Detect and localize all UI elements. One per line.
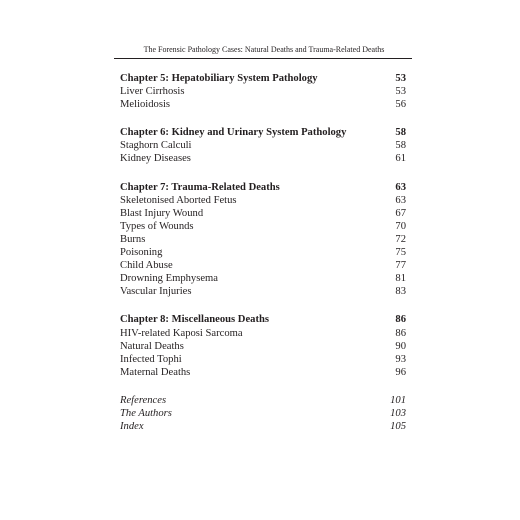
table-of-contents [120,72,406,448]
chapter-title: Chapter 7: Trauma-Related Deaths [120,181,280,193]
toc-entry[interactable] [120,152,406,165]
chapter-title: Chapter 8: Miscellaneous Deaths [120,314,269,326]
toc-entry[interactable] [120,85,406,98]
entry-page-number: 77 [395,260,406,272]
chapter-heading[interactable] [120,126,406,139]
entry-page-number: 63 [395,194,406,206]
entry-page-number: 56 [395,99,406,111]
entry-title: Skeletonised Aborted Fetus [120,194,237,206]
entry-page-number: 72 [395,233,406,245]
entry-title: Maternal Deaths [120,366,191,378]
entry-title: Poisoning [120,247,163,259]
entry-page-number: 103 [390,407,406,419]
chapter-page-number: 63 [395,181,406,193]
entry-page-number: 96 [395,366,406,378]
toc-entry[interactable] [120,207,406,220]
entry-page-number: 81 [395,273,406,285]
chapter-heading[interactable] [120,72,406,85]
entry-page-number: 86 [395,327,406,339]
header-rule [114,58,412,59]
toc-entry[interactable] [120,285,406,298]
toc-entry[interactable] [120,98,406,111]
entry-title: Index [120,421,144,433]
entry-title: The Authors [120,407,172,419]
entry-title: HIV-related Kaposi Sarcoma [120,327,243,339]
entry-title: Blast Injury Wound [120,207,204,219]
back-matter-entry-references[interactable] [120,394,406,407]
entry-page-number: 105 [390,421,406,433]
entry-page-number: 70 [395,220,406,232]
entry-page-number: 67 [395,207,406,219]
chapter-5-section [120,72,406,111]
chapter-page-number: 58 [395,127,406,139]
entry-page-number: 83 [395,286,406,298]
toc-entry[interactable] [120,259,406,272]
entry-page-number: 90 [395,340,406,352]
entry-title: Drowning Emphysema [120,273,218,285]
entry-title: Natural Deaths [120,340,184,352]
chapter-title: Chapter 6: Kidney and Urinary System Pathology [120,127,347,139]
entry-title: Melioidosis [120,99,171,111]
toc-entry[interactable] [120,246,406,259]
toc-entry[interactable] [120,366,406,379]
toc-entry[interactable] [120,194,406,207]
back-matter-section [120,394,406,433]
chapter-8-section [120,313,406,378]
entry-title: Liver Cirrhosis [120,86,185,98]
chapter-6-section [120,126,406,165]
chapter-7-section [120,181,406,299]
entry-page-number: 53 [395,86,406,98]
toc-entry[interactable] [120,233,406,246]
toc-entry[interactable] [120,340,406,353]
back-matter-entry-authors[interactable] [120,407,406,420]
toc-entry[interactable] [120,353,406,366]
chapter-page-number: 86 [395,314,406,326]
running-head: The Forensic Pathology Cases: Natural Deaths and Trauma-Related Deaths [143,45,385,54]
entry-page-number: 75 [395,247,406,259]
entry-title: Infected Tophi [120,353,182,365]
chapter-title: Chapter 5: Hepatobiliary System Pathology [120,73,318,84]
entry-page-number: 101 [390,394,406,406]
toc-entry[interactable] [120,139,406,152]
entry-title: References [120,394,167,406]
entry-title: Kidney Diseases [120,153,191,165]
back-matter-entry-index[interactable] [120,420,406,433]
entry-page-number: 93 [395,353,406,365]
entry-page-number: 58 [395,140,406,152]
toc-entry[interactable] [120,220,406,233]
chapter-heading[interactable] [120,181,406,194]
entry-title: Vascular Injuries [120,286,192,298]
entry-title: Burns [120,233,146,245]
entry-page-number: 61 [395,153,406,165]
entry-title: Child Abuse [120,260,173,272]
toc-entry[interactable] [120,327,406,340]
entry-title: Types of Wounds [120,220,194,232]
toc-entry[interactable] [120,272,406,285]
entry-title: Staghorn Calculi [120,140,192,152]
chapter-page-number: 53 [395,73,406,84]
chapter-heading[interactable] [120,313,406,326]
